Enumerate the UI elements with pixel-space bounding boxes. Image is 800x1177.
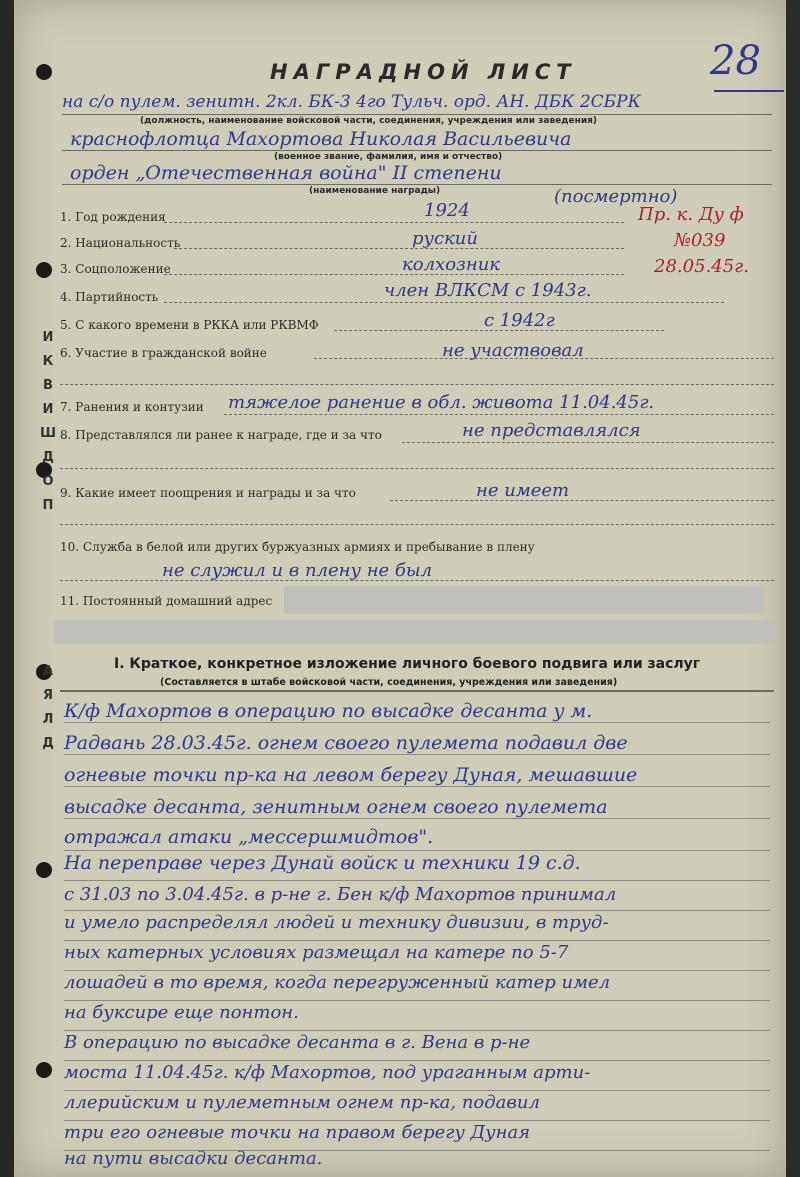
- field-5-label: 5. С какого времени в РККА или РКВМФ: [60, 318, 319, 332]
- margin-binding-text: И К В И Ш Д О П: [39, 330, 57, 513]
- narrative-line: лошадей в то время, когда перегруженный катер имел: [64, 972, 611, 993]
- field-1-value: 1924: [424, 200, 470, 221]
- binding-hole-icon: [36, 862, 52, 878]
- field-3-line: [164, 274, 624, 275]
- narrative-line: и умело распределял людей и технику дивизии, в труд-: [64, 912, 609, 933]
- field-2-value: руский: [412, 228, 478, 249]
- sheet-number-underline: [714, 90, 784, 92]
- ruled-line: [64, 850, 770, 851]
- narrative-line: В операцию по высадке десанта в г. Вена в р-не: [64, 1032, 531, 1053]
- field-6-line: [314, 358, 774, 359]
- margin-binding-text-2: А Я Л Д: [42, 664, 54, 751]
- field-8-value: не представлялся: [462, 420, 641, 441]
- narrative-line: Радвань 28.03.45г. огнем своего пулемета подавил две: [64, 732, 628, 754]
- ruled-line: [64, 1090, 770, 1091]
- field-6-value: не участвовал: [442, 340, 584, 361]
- binding-hole-icon: [36, 1062, 52, 1078]
- field-1-line: [164, 222, 624, 223]
- field-1-label: 1. Год рождения: [60, 210, 166, 224]
- field-9-value: не имеет: [476, 480, 570, 501]
- field-4-line: [164, 302, 724, 303]
- name-line: [62, 150, 772, 151]
- field-2-line: [174, 248, 624, 249]
- field-6-line-2: [60, 384, 774, 385]
- name-caption: (военное звание, фамилия, имя и отчество): [274, 152, 503, 162]
- field-8-line: [402, 442, 774, 443]
- field-8-label: 8. Представлялся ли ранее к награде, где и за что: [60, 428, 382, 442]
- ruled-line: [64, 970, 770, 971]
- field-10-line: [60, 580, 774, 581]
- position-line: [62, 114, 772, 115]
- field-9-label: 9. Какие имеет поощрения и награды и за что: [60, 486, 356, 500]
- binding-hole-icon: [36, 262, 52, 278]
- ruled-line: [64, 1120, 770, 1121]
- field-7-value: тяжелое ранение в обл. живота 11.04.45г.: [228, 392, 655, 413]
- field-8-line-2: [60, 468, 774, 469]
- narrative-line: на буксире еще понтон.: [64, 1002, 299, 1023]
- narrative-line: ных катерных условиях размещал на катере по 5-7: [64, 942, 569, 963]
- field-4-label: 4. Партийность: [60, 290, 159, 304]
- posthumous-note: (посмертно): [554, 186, 678, 207]
- field-7-label: 7. Ранения и контузии: [60, 400, 204, 414]
- award-sheet: [14, 0, 786, 1177]
- position-caption: (должность, наименование войсковой части, соединения, учреждения или заведения): [140, 116, 598, 126]
- field-10-value: не служил и в плену не был: [162, 560, 433, 581]
- red-order-note: Пр. к. Ду ф: [638, 204, 744, 225]
- narrative-line: высадке десанта, зенитным огнем своего пулемета: [64, 796, 608, 818]
- ruled-line: [64, 910, 770, 911]
- field-3-value: колхозник: [402, 254, 501, 275]
- position-value: на с/о пулем. зенитн. 2кл. БК-3 4го Тульч. орд. АН. ДБК 2СБРК: [62, 92, 641, 112]
- narrative-line: ллерийским и пулеметным огнем пр-ка, подавил: [64, 1092, 540, 1113]
- narrative-line: на пути высадки десанта.: [64, 1148, 323, 1169]
- binding-hole-icon: [36, 64, 52, 80]
- field-3-label: 3. Соцположение: [60, 262, 171, 276]
- document-title: НАГРАДНОЙ ЛИСТ: [270, 60, 577, 84]
- red-number-note: №039: [674, 230, 726, 251]
- ruled-line: [64, 1030, 770, 1031]
- ruled-line: [64, 754, 770, 755]
- section-rule: [60, 690, 774, 692]
- narrative-line: К/ф Махортов в операцию по высадке десанта у м.: [64, 700, 593, 722]
- field-5-line: [334, 330, 664, 331]
- field-5-value: с 1942г: [484, 310, 555, 331]
- red-date-note: 28.05.45г.: [654, 256, 749, 277]
- ruled-line: [64, 880, 770, 881]
- award-line: [62, 184, 772, 185]
- narrative-line: отражал атаки „мессершмидтов".: [64, 826, 434, 848]
- section-title: I. Краткое, конкретное изложение личного боевого подвига или заслуг: [114, 656, 701, 672]
- name-value: краснофлотца Махортова Николая Васильевича: [70, 128, 572, 150]
- field-7-line: [224, 414, 774, 415]
- sheet-number: 28: [710, 38, 761, 84]
- address-redaction: [284, 586, 764, 614]
- field-6-label: 6. Участие в гражданской войне: [60, 346, 267, 360]
- narrative-line: моста 11.04.45г. к/ф Махортов, под ураганным арти-: [64, 1062, 591, 1083]
- field-4-value: член ВЛКСМ с 1943г.: [384, 280, 592, 301]
- field-9-line-2: [60, 524, 774, 525]
- scan-left-edge: [0, 0, 14, 1177]
- section-subtitle: (Составляется в штабе войсковой части, соединения, учреждения или заведения): [160, 677, 618, 688]
- address-redaction-2: [54, 620, 774, 644]
- ruled-line: [64, 940, 770, 941]
- field-2-label: 2. Национальность: [60, 236, 181, 250]
- ruled-line: [64, 1060, 770, 1061]
- ruled-line: [64, 818, 770, 819]
- ruled-line: [64, 1000, 770, 1001]
- award-value: орден „Отечественная война" II степени: [70, 162, 502, 184]
- award-caption: (наименование награды): [309, 186, 441, 196]
- narrative-line: На переправе через Дунай войск и техники 19 с.д.: [64, 852, 581, 874]
- field-9-line: [390, 500, 774, 501]
- ruled-line: [64, 722, 770, 723]
- narrative-line: огневые точки пр-ка на левом берегу Дуная, мешавшие: [64, 764, 638, 786]
- ruled-line: [64, 786, 770, 787]
- narrative-line: три его огневые точки на правом берегу Дуная: [64, 1122, 531, 1143]
- narrative-line: с 31.03 по 3.04.45г. в р-не г. Бен к/ф Махортов принимал: [64, 884, 617, 905]
- scan-right-edge: [786, 0, 800, 1177]
- field-11-label: 11. Постоянный домашний адрес: [60, 594, 273, 608]
- field-10-label: 10. Служба в белой или других буржуазных армиях и пребывание в плену: [60, 540, 535, 554]
